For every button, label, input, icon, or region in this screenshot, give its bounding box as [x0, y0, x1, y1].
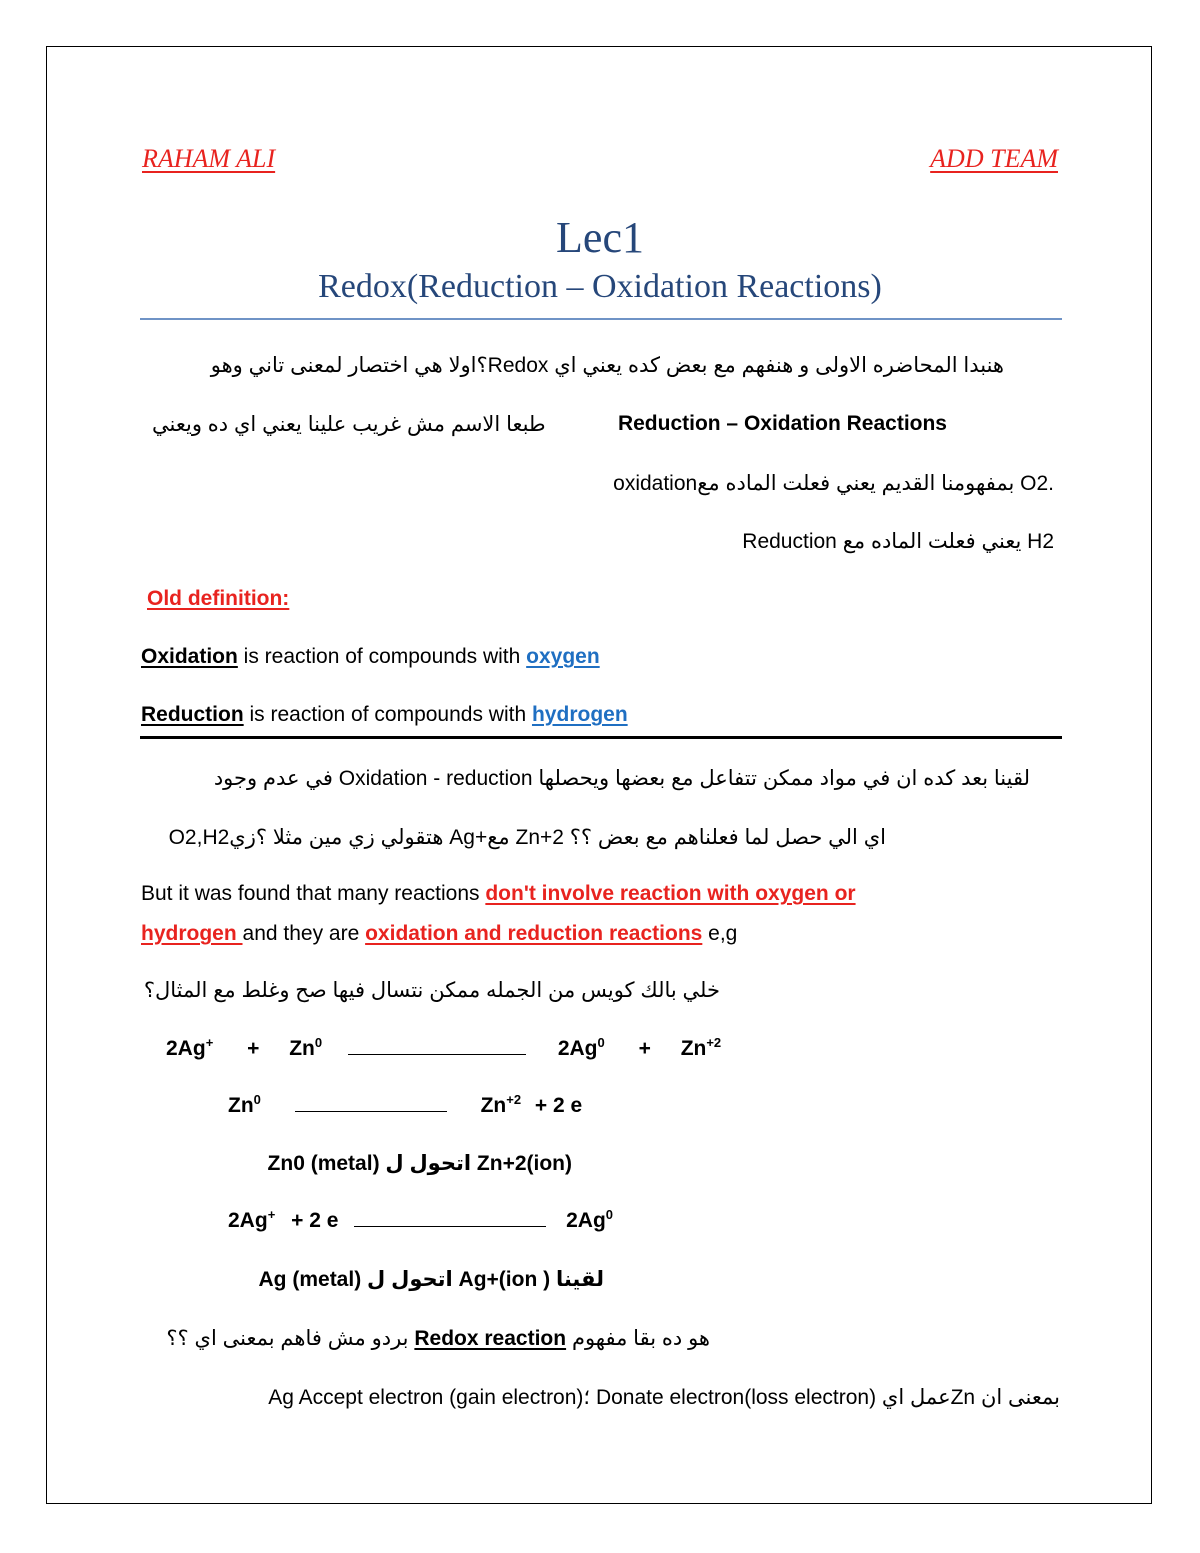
- equation-4: [228, 1209, 613, 1233]
- reduction-term: Reduction: [141, 703, 244, 726]
- found-line-1: [141, 882, 856, 906]
- found-text-1: But it was found that many reactions: [141, 882, 486, 905]
- found-highlight-1: don't involve reaction with oxygen or: [485, 882, 856, 905]
- found-highlight-2: hydrogen: [141, 922, 243, 945]
- equation-2: [228, 1094, 582, 1118]
- reduction-text: is reaction of compounds with: [243, 703, 532, 726]
- equation-3-note: Zn0 (metal) اتحول ل Zn+2(ion): [267, 1152, 572, 1175]
- old-definition-heading: Old definition:: [147, 587, 290, 610]
- intro-line-3: oxidationبمفهومنا القديم يعني فعلت الماده مع O2.: [613, 472, 1054, 495]
- eq2-product-zn: $Zn^{+2}$: [480, 1092, 522, 1117]
- after-line-1: لقينا بعد كده ان في مواد ممكن تتفاعل مع بعضها ويحصلها Oxidation - reduction في عدم وجود: [213, 767, 1030, 790]
- eq2-arrow-line: [295, 1095, 447, 1112]
- eq1-reactant-ag: 2Ag+: [166, 1035, 214, 1060]
- intro-line-2-english: Reduction – Oxidation Reactions: [617, 412, 947, 435]
- hydrogen-word: hydrogen: [531, 703, 628, 726]
- intro-line-4: Reduction يعني فعلت الماده مع H2: [742, 530, 1054, 553]
- focus-line: خلي بالك كويس من الجمله ممكن نتسال فيها صح وغلط مع المثال؟: [143, 979, 720, 1002]
- eq1-plus-2: +: [638, 1037, 651, 1060]
- oxidation-definition: [141, 645, 600, 669]
- eq1-reactant-zn: Zn$^0$: [289, 1035, 323, 1060]
- found-text-2: and they are: [242, 922, 366, 945]
- after-line-2: O2,H2هتقولي زي مين مثلا ؟زي Ag+مع Zn+2 اي الي حصل لما فعلناهم مع بعض ؟؟: [168, 826, 886, 849]
- found-highlight-3: oxidation and reduction reactions: [365, 922, 703, 945]
- lecture-subtitle: Redox(Reduction – Oxidation Reactions): [318, 268, 882, 305]
- eq4-electrons: + 2 e: [291, 1209, 339, 1232]
- eq1-plus: +: [247, 1037, 260, 1060]
- equation-1: [166, 1037, 721, 1061]
- author-name: RAHAM ALI: [142, 144, 276, 173]
- eq2-reactant-zn: Zn$^0$: [228, 1092, 261, 1117]
- found-line-2: [141, 922, 737, 946]
- eq1-product-ag: 2Ag$^0$: [557, 1035, 605, 1060]
- eq4-reactant-ag: 2Ag+: [228, 1207, 276, 1232]
- intro-line-2-arabic: طبعا الاسم مش غريب علينا يعني اي ده ويعني: [152, 413, 546, 436]
- section-divider: [140, 736, 1062, 739]
- eq2-electrons: + 2 e: [534, 1094, 583, 1117]
- closing-line-2: بمعنى ان Znعمل اي Donate electron(loss electron) ؛Ag Accept electron (gain electron): [268, 1386, 1060, 1409]
- lecture-title: Lec1: [556, 213, 644, 262]
- closing-arabic-2: بردو مش فاهم بمعنى اي ؟؟: [166, 1327, 409, 1350]
- redox-reaction-term: Redox reaction: [414, 1327, 567, 1350]
- oxidation-text: is reaction of compounds with: [237, 645, 527, 668]
- intro-line-1: هنبدا المحاضره الاولى و هنفهم مع بعض كده يعني اي Redox؟اولا هي اختصار لمعنى تاني وهو: [210, 354, 1004, 377]
- intro-line-2: [152, 412, 947, 437]
- eq1-product-zn: $Zn^{+2}$: [680, 1035, 722, 1060]
- eq4-arrow-line: [354, 1210, 546, 1227]
- eq4-product-ag: 2Ag$^0$: [566, 1207, 614, 1232]
- closing-line-1: [166, 1326, 710, 1351]
- team-name: ADD TEAM: [930, 144, 1058, 173]
- equation-5-note: لقينا Ag+(ion ) اتحول ل Ag (metal): [258, 1268, 604, 1291]
- closing-arabic-1: هو ده بقا مفهوم: [571, 1327, 710, 1350]
- reduction-definition: [141, 703, 628, 727]
- oxygen-word: oxygen: [526, 645, 600, 668]
- title-divider: [140, 318, 1062, 320]
- eq1-arrow-line: [348, 1038, 526, 1055]
- found-text-3: e,g: [702, 922, 738, 945]
- oxidation-term: Oxidation: [141, 645, 238, 668]
